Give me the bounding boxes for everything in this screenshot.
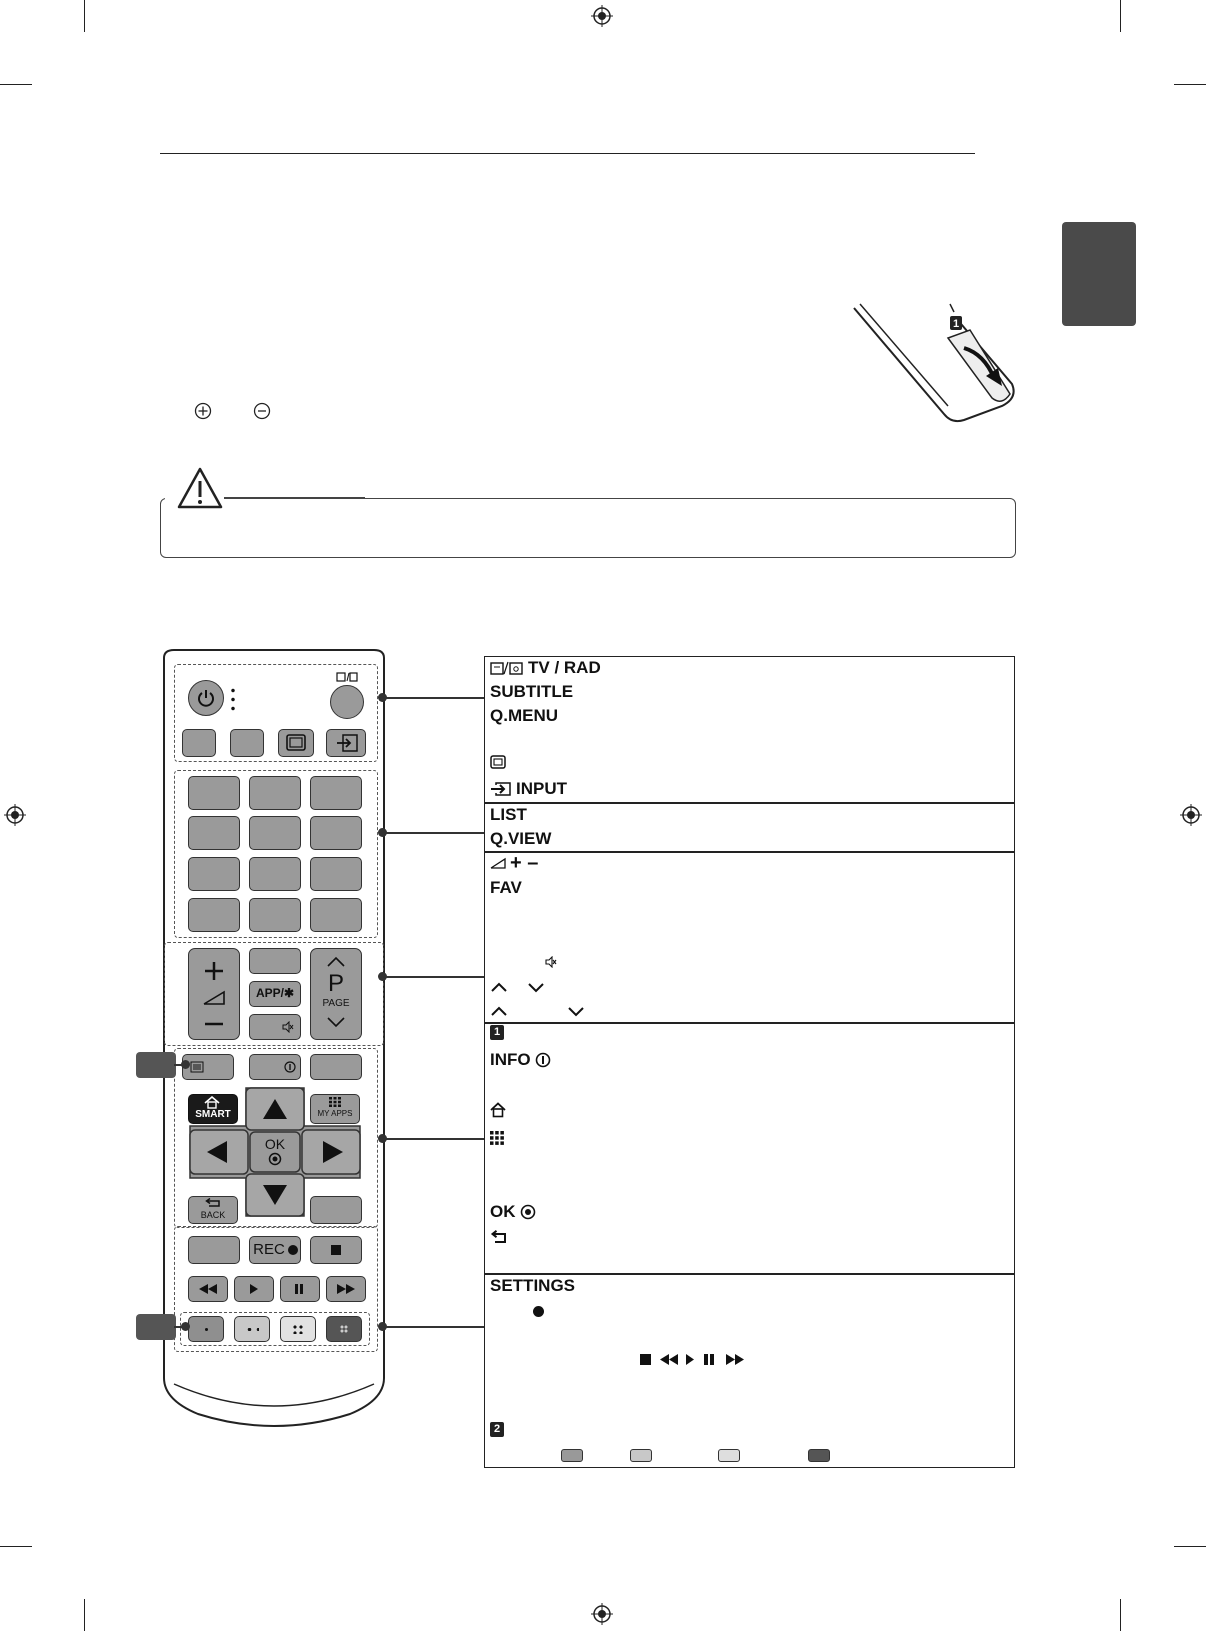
- input-icon: [336, 734, 358, 752]
- chevron-up-icon: [490, 1006, 508, 1017]
- number-button[interactable]: [188, 776, 240, 810]
- table-divider: [484, 802, 1015, 804]
- ok-row-label: OK: [490, 1202, 516, 1221]
- settings-lower-button[interactable]: [188, 1236, 240, 1264]
- pause-icon: [294, 1284, 304, 1294]
- leader-line: [383, 1138, 484, 1140]
- crop-mark: [84, 0, 85, 32]
- back-arrow-icon: [490, 1230, 508, 1244]
- red-key-mini: [561, 1449, 583, 1462]
- qview-button[interactable]: [310, 898, 362, 932]
- volume-icon: [490, 857, 506, 869]
- info-label: INFO: [490, 1050, 531, 1069]
- minus-circle-icon: [253, 402, 271, 420]
- input-label: INPUT: [516, 779, 567, 798]
- left-arrow-icon[interactable]: [206, 1140, 228, 1164]
- qmenu-label: Q.MENU: [490, 706, 558, 725]
- rewind-icon: [659, 1354, 679, 1365]
- row-tv-rad: [490, 658, 601, 678]
- rewind-icon: [198, 1284, 218, 1294]
- callout-number-2: [136, 1314, 176, 1340]
- registration-mark-icon: [4, 804, 26, 826]
- green-button-dots: [245, 1328, 259, 1331]
- blue-button-dots: [340, 1325, 348, 1333]
- stop-icon: [331, 1245, 341, 1255]
- volume-label: + –: [510, 852, 539, 874]
- ratio-icon: [490, 755, 506, 769]
- p-label: P: [327, 970, 344, 997]
- input-icon: [490, 782, 512, 796]
- remote-control: [160, 648, 388, 1438]
- subtitle-button[interactable]: [182, 729, 216, 757]
- leader-line: [383, 697, 484, 699]
- settings-button[interactable]: [310, 1054, 362, 1080]
- down-arrow-icon[interactable]: [262, 1184, 288, 1206]
- crop-mark: [1174, 1546, 1206, 1547]
- ratio-icon: [286, 734, 306, 751]
- list-label: LIST: [490, 805, 527, 824]
- apps-grid-icon: [490, 1131, 504, 1145]
- home-icon: [490, 1102, 506, 1118]
- row-qmenu: [490, 706, 558, 726]
- remote-battery-illustration: [852, 302, 1020, 426]
- crop-mark: [1120, 1599, 1121, 1631]
- number-button[interactable]: [188, 857, 240, 891]
- pause-icon: [703, 1354, 715, 1365]
- row-info: [490, 1050, 551, 1070]
- row-qview: [490, 829, 551, 849]
- play-icon: [249, 1284, 259, 1294]
- row-volume: [490, 853, 538, 873]
- subtitle-label: SUBTITLE: [490, 682, 574, 701]
- row-ratio: [490, 755, 506, 769]
- mute-icon: [282, 1021, 294, 1033]
- page-label: PAGE: [322, 998, 350, 1009]
- row-settings: [490, 1276, 575, 1296]
- row-list: [490, 805, 527, 825]
- smart-label: SMART: [195, 1109, 231, 1120]
- number-button[interactable]: [249, 898, 301, 932]
- number-button[interactable]: [249, 816, 301, 850]
- row-fav: [490, 878, 522, 898]
- table-divider: [484, 1273, 1015, 1275]
- stop-icon: [640, 1354, 651, 1365]
- right-arrow-icon[interactable]: [322, 1140, 344, 1164]
- number-button[interactable]: [249, 776, 301, 810]
- caution-box: [160, 498, 1016, 558]
- fav-button[interactable]: [249, 948, 301, 974]
- chevron-down-icon: [567, 1006, 585, 1017]
- tv-radio-icon: [336, 672, 358, 682]
- number-button[interactable]: [310, 776, 362, 810]
- fast-forward-icon: [725, 1354, 745, 1365]
- red-button-dot: [205, 1328, 208, 1331]
- power-icon: [197, 689, 215, 707]
- row-callout-1: [490, 1025, 504, 1040]
- row-callout-2: [490, 1422, 504, 1437]
- yellow-button-dots: [292, 1324, 304, 1334]
- green-key-mini: [630, 1449, 652, 1462]
- chevron-up-icon: [326, 956, 346, 968]
- number-button[interactable]: [310, 857, 362, 891]
- yellow-key-mini: [718, 1449, 740, 1462]
- row-subtitle: [490, 682, 573, 702]
- crop-mark: [0, 1546, 32, 1547]
- chevron-down-icon: [527, 982, 545, 993]
- rec-label: REC: [253, 1241, 285, 1258]
- leader-line: [383, 976, 484, 978]
- plus-circle-icon: [194, 402, 212, 420]
- crop-mark: [0, 84, 32, 85]
- record-dot-icon: [533, 1306, 544, 1317]
- back-label: BACK: [200, 1210, 226, 1220]
- callout-dot: [181, 1322, 190, 1331]
- app-button-label: APP/✱: [255, 986, 295, 1000]
- list-button[interactable]: [188, 898, 240, 932]
- callout-2-badge-text: 2: [493, 1423, 501, 1435]
- crop-mark: [84, 1599, 85, 1631]
- my-apps-label: MY APPS: [317, 1109, 353, 1118]
- tv-rad-button[interactable]: [330, 685, 364, 719]
- chevron-down-icon: [326, 1016, 346, 1028]
- callout-number-1: [136, 1052, 176, 1078]
- tv-radio-icon: [490, 661, 524, 675]
- table-divider: [484, 1022, 1015, 1024]
- callout-dot: [181, 1060, 190, 1069]
- chevron-up-icon: [490, 982, 508, 993]
- table-divider: [484, 851, 1015, 853]
- info-icon: [535, 1052, 551, 1068]
- registration-mark-icon: [591, 5, 613, 27]
- teletext-icon: [190, 1061, 204, 1073]
- header-rule: [160, 153, 975, 154]
- button-table: [484, 656, 1015, 1468]
- volume-icon: [198, 956, 230, 1034]
- number-button[interactable]: [310, 816, 362, 850]
- row-input: [490, 779, 567, 799]
- registration-mark-icon: [1180, 804, 1202, 826]
- record-dot-icon: [288, 1245, 298, 1255]
- qview-label: Q.VIEW: [490, 829, 552, 848]
- callout-1-label: 1: [952, 318, 960, 330]
- tv-rad-label: TV / RAD: [528, 658, 601, 677]
- registration-mark-icon: [591, 1603, 613, 1625]
- warning-icon: [176, 466, 224, 510]
- crop-mark: [1120, 0, 1121, 32]
- crop-mark: [1174, 84, 1206, 85]
- settings-label: SETTINGS: [490, 1276, 576, 1295]
- up-arrow-icon[interactable]: [262, 1098, 288, 1120]
- play-icon: [685, 1354, 695, 1365]
- back-arrow-icon: [204, 1198, 222, 1208]
- leader-line: [383, 1326, 484, 1328]
- qmenu-button[interactable]: [230, 729, 264, 757]
- callout-1-badge-text: 1: [493, 1026, 501, 1038]
- chapter-tab: [1062, 222, 1136, 326]
- number-button[interactable]: [188, 816, 240, 850]
- callout-2-badge: [490, 1422, 504, 1437]
- fast-forward-icon: [336, 1284, 356, 1294]
- number-button[interactable]: [249, 857, 301, 891]
- leader-line: [383, 832, 484, 834]
- ok-dot-icon: [520, 1204, 536, 1220]
- ok-dot-icon[interactable]: [268, 1152, 282, 1166]
- callout-1-badge: [490, 1025, 504, 1040]
- exit-button[interactable]: [310, 1196, 362, 1224]
- info-icon: [284, 1061, 296, 1073]
- blue-key-mini: [808, 1449, 830, 1462]
- ok-label: OK: [264, 1136, 286, 1152]
- caution-header-line: [200, 497, 365, 499]
- fav-label: FAV: [490, 878, 522, 897]
- indicator-dots: [230, 686, 236, 712]
- mute-icon: [545, 956, 557, 968]
- row-ok: [490, 1202, 536, 1222]
